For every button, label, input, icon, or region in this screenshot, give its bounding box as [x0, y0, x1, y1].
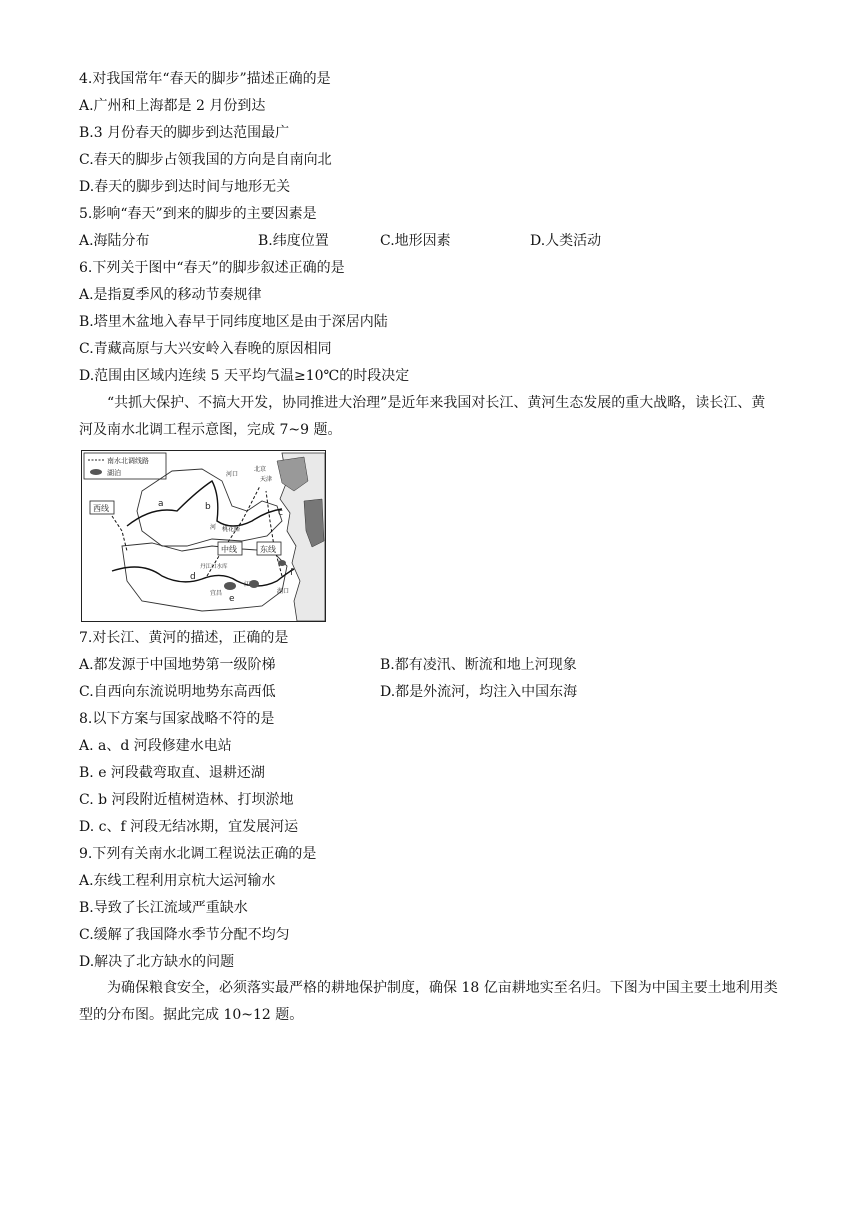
label-c: c	[278, 508, 283, 518]
q6-option-a: A.是指夏季风的移动节奏规律	[79, 287, 262, 303]
q7-stem: 7.对长江、黄河的描述，正确的是	[79, 630, 289, 646]
west-line-label: 西线	[93, 504, 109, 513]
q5-options	[79, 231, 779, 251]
q7-options-row1	[79, 655, 779, 675]
map-graphic	[82, 451, 325, 621]
q5-option-a: A.海陆分布	[79, 233, 150, 249]
label-hukou: 湖口	[277, 588, 290, 595]
q5-option-d: D.人类活动	[530, 233, 602, 249]
label-yichang: 宜昌	[210, 590, 223, 597]
q8-option-b: B. e 河段截弯取直、退耕还湖	[79, 765, 265, 781]
q9-option-b: B.导致了长江流域严重缺水	[79, 900, 248, 916]
label-b: b	[205, 502, 211, 512]
q7-option-d: D.都是外流河，均注入中国东海	[380, 684, 578, 700]
q4-option-a: A.广州和上海都是 2 月份到达	[79, 98, 266, 114]
legend-lake-label: 湖泊	[107, 469, 121, 477]
middle-line-label: 中线	[221, 545, 237, 554]
legend-route-label: 南水北调线路	[107, 457, 149, 465]
label-he: 河	[210, 524, 217, 531]
q6-option-c: C.青藏高原与大兴安岭入春晚的原因相同	[79, 341, 332, 357]
label-hekou: 河口	[226, 471, 239, 478]
q8-stem: 8.以下方案与国家战略不符的是	[79, 711, 275, 727]
q9-option-c: C.缓解了我国降水季节分配不均匀	[79, 927, 290, 943]
q8-option-d: D. c、f 河段无结冰期，宜发展河运	[79, 819, 299, 835]
q5-option-c: C.地形因素	[380, 233, 451, 249]
q7-option-c: C.自西向东流说明地势东高西低	[79, 684, 276, 700]
label-a: a	[158, 499, 164, 509]
label-f: f	[290, 568, 294, 578]
label-e: e	[229, 594, 235, 604]
lake-dongting	[224, 582, 236, 590]
q9-option-d: D.解决了北方缺水的问题	[79, 954, 235, 970]
label-tianjin: 天津	[260, 476, 273, 483]
q6-option-b: B.塔里木盆地入春早于同纬度地区是由于深居内陆	[79, 314, 388, 330]
q4-option-d: D.春天的脚步到达时间与地形无关	[79, 179, 291, 195]
q6-option-d: D.范围由区域内连续 5 天平均气温≥10℃的时段决定	[79, 368, 410, 384]
lake-poyang	[249, 580, 259, 588]
label-jiang: 江	[244, 581, 251, 588]
label-danjiangkou: 丹江口水库	[200, 564, 228, 570]
q6-stem: 6.下列关于图中“春天”的脚步叙述正确的是	[79, 260, 345, 276]
q7-option-b: B.都有凌汛、断流和地上河现象	[380, 657, 577, 673]
q4-option-c: C.春天的脚步占领我国的方向是自南向北	[79, 152, 332, 168]
south-north-water-map	[81, 450, 326, 622]
q7-options-row2	[79, 682, 779, 702]
east-line-label: 东线	[260, 545, 276, 554]
q8-option-c: C. b 河段附近植树造林、打坝淤地	[79, 792, 294, 808]
q4-option-b: B.3 月份春天的脚步到达范围最广	[79, 125, 290, 141]
q8-option-a: A. a、d 河段修建水电站	[79, 738, 232, 754]
lake-taihu	[278, 560, 286, 566]
label-d: d	[190, 572, 196, 582]
legend-lake-swatch	[90, 469, 102, 475]
intro-10-12: 为确保粮食安全，必须落实最严格的耕地保护制度，确保 18 亿亩耕地实至名归。下图为中国主要土地利用类型的分布图。据此完成 10~12 题。	[79, 980, 778, 1023]
q7-option-a: A.都发源于中国地势第一级阶梯	[79, 657, 276, 673]
label-beijing: 北京	[254, 466, 267, 473]
label-taohuayu: 桃花峪	[222, 526, 241, 533]
q9-option-a: A.东线工程利用京杭大运河输水	[79, 873, 276, 889]
intro-7-9: “共抓大保护、不搞大开发，协同推进大治理”是近年来我国对长江、黄河生态发展的重大战略，读长江、黄河及南水北调工程示意图，完成 7~9 题。	[79, 395, 766, 438]
q4-stem: 4.对我国常年“春天的脚步”描述正确的是	[79, 71, 331, 87]
q5-stem: 5.影响“春天”到来的脚步的主要因素是	[79, 206, 317, 222]
q9-stem: 9.下列有关南水北调工程说法正确的是	[79, 846, 317, 862]
q5-option-b: B.纬度位置	[258, 233, 329, 249]
